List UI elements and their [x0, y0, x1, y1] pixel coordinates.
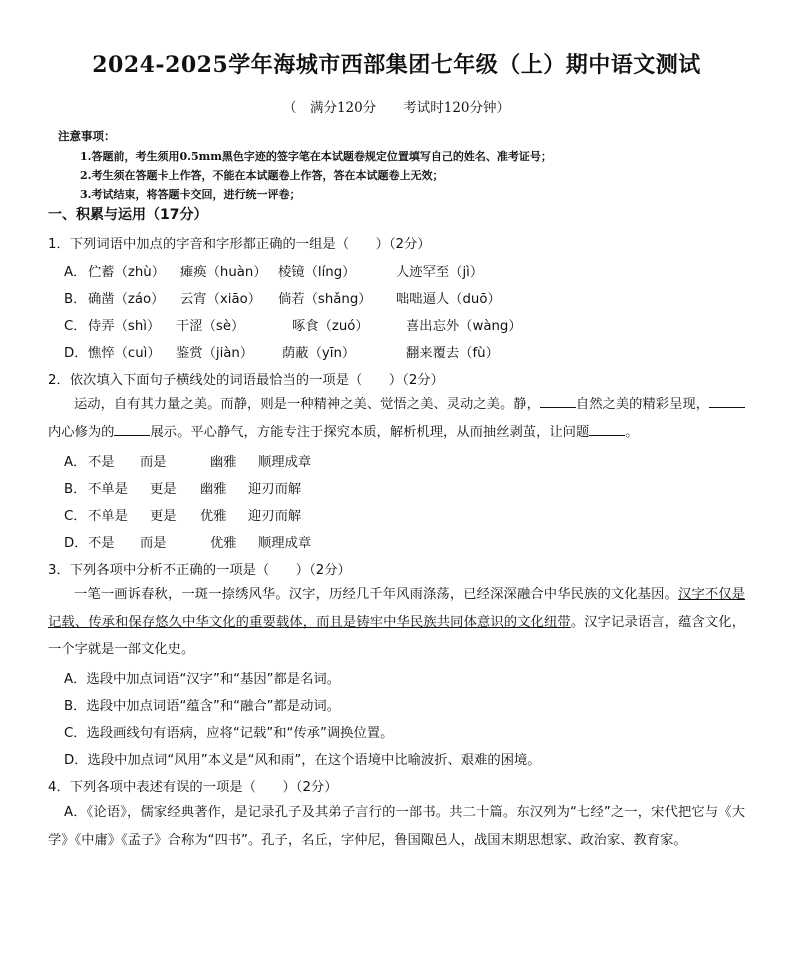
notes-heading: 注意事项： [58, 129, 116, 143]
fill-blank [114, 423, 150, 436]
question-3-stem: 3．下列各项中分析不正确的一项是（ ）（2分） [48, 563, 351, 578]
exam-title: 2024-2025学年海城市西部集团七年级（上）期中语文测试 [92, 52, 701, 78]
passage-text: 一笔一画诉春秋，一斑一捺绣风华。汉字，历经几千年风雨涤荡，已经深深融合中华民族的文化基因。 [74, 587, 679, 602]
exam-subtitle: （ 满分120分 考试时120分钟） [282, 100, 511, 116]
option-word: 幽雅 [210, 455, 237, 470]
option-letter: D． [64, 536, 88, 551]
option-word: 干涩（sè） [176, 319, 245, 334]
option-word: 云宵（xiāo） [180, 292, 262, 307]
question-4-stem: 4．下列各项中表述有误的一项是（ ）（2分） [48, 780, 338, 795]
passage-text: 运动，自有其力量之美。而静，则是一种精神之美、觉悟之美、灵动之美。静， [74, 397, 540, 412]
option-word: 人迹罕至（jì） [396, 265, 484, 280]
note-item: 2.考生须在答题卡上作答，不能在本试题卷上作答，答在本试题卷上无效； [80, 169, 444, 182]
q2-option-c [64, 505, 301, 524]
question-3-passage [48, 581, 745, 664]
option-word: 不单是 [88, 482, 128, 497]
option-word: 倘若（shǎng） [278, 292, 372, 307]
option-word: 而是 [140, 455, 167, 470]
question-2-passage [48, 391, 745, 446]
section-heading: 一、积累与运用（17分） [48, 207, 208, 223]
option-letter: B． [64, 482, 87, 497]
option-word: 顺理成章 [258, 536, 312, 551]
option-letter: A． [64, 265, 87, 280]
fill-blank [589, 423, 625, 436]
option-word: 翻来覆去（fù） [406, 346, 499, 361]
fill-blank [709, 395, 745, 408]
option-word: 确凿（záo） [88, 292, 165, 307]
option-letter: C． [64, 319, 87, 334]
option-word: 更是 [150, 509, 177, 524]
option-word: 更是 [150, 482, 177, 497]
question-2-stem: 2．依次填入下面句子横线处的词语最恰当的一项是（ ）（2分） [48, 373, 444, 388]
option-word: 伫蓄（zhù） [88, 265, 166, 280]
option-word: 瘫痪（huàn） [180, 265, 267, 280]
option-word: 不单是 [88, 509, 128, 524]
option-word: 顺理成章 [258, 455, 312, 470]
q2-option-d [64, 532, 311, 551]
passage-text: 展示。平心静气，方能专注于探究本质，解析机理，从而抽丝剥茧，让问题 [150, 424, 590, 440]
q3-option-d: D．选段中加点词“风用”本义是“风和雨”，在这个语境中比喻波折、艰难的困境。 [64, 753, 541, 768]
option-word: 侍弄（shì） [88, 319, 161, 334]
option-word: 幽雅 [200, 482, 227, 497]
q1-option-a [64, 261, 483, 280]
passage-text: 。 [625, 424, 639, 440]
q1-option-c [64, 315, 522, 334]
option-letter: D． [64, 346, 88, 361]
option-word: 啄食（zuó） [292, 319, 369, 334]
option-word: 棱镜（líng） [278, 265, 356, 280]
option-word: 优雅 [200, 509, 227, 524]
q3-option-b: B．选段中加点词语“蕴含”和“融合”都是动词。 [64, 699, 341, 714]
question-1-stem: 1．下列词语中加点的字音和字形都正确的一组是（ ）（2分） [48, 237, 431, 252]
note-item: 1.答题前，考生须用0.5mm黑色字迹的签字笔在本试题卷规定位置填写自己的姓名、准考证号； [80, 150, 552, 163]
underlined-sentence: 汉字不仅是记载、传承和保存悠久中华文化的重要载体，而且是铸牢中华民族共同体意识的文化纽带 [48, 587, 746, 630]
option-word: 荫蔽（yīn） [282, 346, 356, 361]
q4-option-a: A．《论语》，儒家经典著作，是记录孔子及其弟子言行的一部书。共二十篇。东汉列为“七经”之一，宋代把它与《大学》《中庸》《孟子》合称为“四书”。孔子，名丘，字仲尼，鲁国陬邑人，战国末期思想家、政治家、教育家。 [48, 805, 745, 848]
q1-option-d [64, 342, 499, 361]
option-word: 鉴赏（jiàn） [176, 346, 254, 361]
option-word: 迎刃而解 [248, 482, 302, 497]
passage-text: 内心修为的 [48, 424, 115, 440]
option-word: 迎刃而解 [248, 509, 302, 524]
option-letter: B． [64, 292, 87, 307]
q1-option-b [64, 288, 501, 307]
q2-option-a [64, 451, 311, 470]
option-word: 憔悴（cuì） [88, 346, 161, 361]
option-word: 不是 [88, 536, 115, 551]
option-letter: A． [64, 455, 87, 470]
q2-option-b [64, 478, 301, 497]
option-word: 咄咄逼人（duō） [396, 292, 501, 307]
option-word: 喜出忘外（wàng） [406, 319, 522, 334]
passage-text: 。汉字记录语言，蕴含文化，一个字就是一部文化史。 [48, 614, 746, 657]
passage-text: 自然之美的精彩呈现， [575, 397, 710, 412]
option-letter: C． [64, 509, 87, 524]
note-item: 3.考试结束，将答题卡交回，进行统一评卷； [80, 188, 301, 201]
q3-option-a: A．选段中加点词语“汉字”和“基因”都是名词。 [64, 672, 340, 687]
q3-option-c: C．选段画线句有语病，应将“记载”和“传承”调换位置。 [64, 726, 394, 741]
option-word: 优雅 [210, 536, 237, 551]
option-word: 而是 [140, 536, 167, 551]
option-word: 不是 [88, 455, 115, 470]
fill-blank [540, 395, 576, 408]
